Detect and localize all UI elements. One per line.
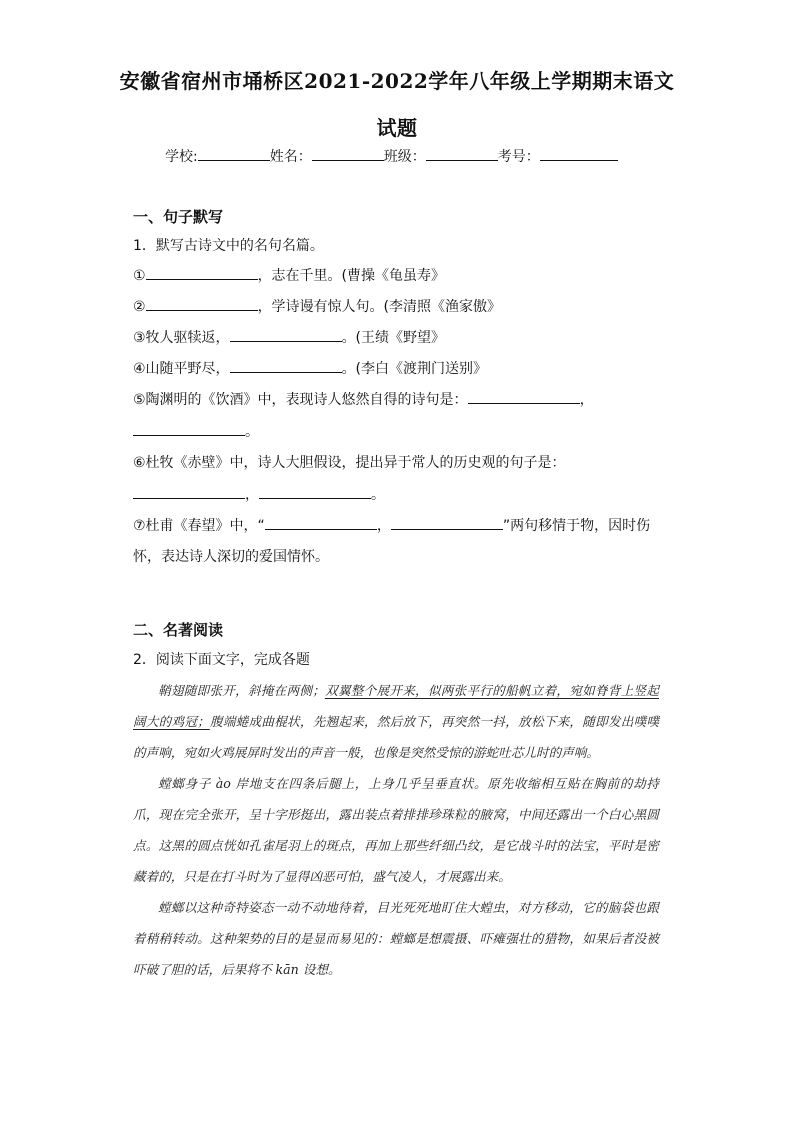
passage-paragraph-2: 螳螂身子 ào 岸地支在四条后腿上，上身几乎呈垂直状。原先收缩相互贴在胸前的劫持爪，现在完全张开，呈十字形挺出，露出装点着排排珍珠粒的腋窝，中间还露出一个白心黑圆点。这黑的圆点恍如孔雀尾羽上的斑点，再加上那些纤细凸纹，是它战斗时的法宝，平时是密藏着的，只是在打斗时为了显得凶恶可怕，盛气凌人，才展露出来。 [133,776,659,884]
student-info-row [165,146,618,166]
answer-blank[interactable] [265,515,377,530]
school-label: 学校: [165,149,198,165]
reading-passage [133,675,659,985]
question1-text: 1．默写古诗文中的名句名篇。 [133,238,324,254]
answer-blank[interactable] [133,421,245,436]
number-label: 考号： [497,149,540,165]
answer-blank[interactable] [146,296,258,311]
item-7-continued: 怀，表达诗人深切的爱国情怀。 [133,549,329,565]
answer-blank[interactable] [391,515,503,530]
answer-blank[interactable] [146,265,258,280]
answer-blank[interactable] [133,484,245,499]
item-4: ④山随平野尽， 。(李白《渡荆门送别》 [133,358,487,378]
item-5: ⑤陶渊明的《饮酒》中，表现诗人悠然自得的诗句是： ， [133,389,594,409]
class-label: 班级： [383,149,426,165]
item-2: ② ，学诗谩有惊人句。(李清照《渔家傲》 [133,296,501,316]
exam-title-line2: 试题 [376,116,418,140]
answer-blank[interactable] [259,484,371,499]
item-6-continued: ， 。 [133,484,385,504]
exam-title-line1: 安徽省宿州市埇桥区2021-2022学年八年级上学期期末语文 [119,69,675,93]
answer-blank[interactable] [468,389,580,404]
answer-blank[interactable] [230,327,342,342]
item-7: ⑦杜甫《春望》中，“ ， ”两句移情于物，因时伤 [133,515,650,535]
question2-text: 2．阅读下面文字，完成各题 [133,652,310,668]
passage-paragraph-1: 鞘翅随即张开，斜掩在两侧；双翼整个展开来，似两张平行的船帆立着，宛如脊背上竖起阔大的鸡冠；腹端蜷成曲棍状，先翘起来，然后放下，再突然一抖，放松下来，随即发出噗噗的声响，宛如火鸡展屏时发出的声音一般，也像是突然受惊的游蛇吐芯儿时的声响。 [133,683,660,760]
name-label: 姓名： [269,149,312,165]
school-blank[interactable] [198,146,270,161]
underlined-sentence: 双翼整个展开来，似两张平行的船帆立着，宛如脊背上竖起阔大的鸡冠； [133,683,660,729]
item-6: ⑥杜牧《赤壁》中，诗人大胆假设，提出异于常人的历史观的句子是： [133,455,566,471]
section2-heading: 二、名著阅读 [133,621,224,639]
passage-paragraph-3: 螳螂以这种奇特姿态一动不动地待着，目光死死地盯住大蝗虫，对方移动，它的脑袋也跟着稍稍转动。这种架势的目的是显而易见的：螳螂是想震摄、吓瘫强壮的猎物，如果后者没被吓破了胆的话，后果将不 kān 设想。 [133,900,659,977]
answer-blank[interactable] [230,358,342,373]
item-5-continued: 。 [133,421,259,441]
item-1: ① ，志在千里。(曹操《龟虽寿》 [133,265,445,285]
section1-heading: 一、句子默写 [133,208,224,226]
name-blank[interactable] [312,146,384,161]
item-3: ③牧人驱犊返， 。(王绩《野望》 [133,327,445,347]
number-blank[interactable] [540,146,618,161]
class-blank[interactable] [426,146,498,161]
